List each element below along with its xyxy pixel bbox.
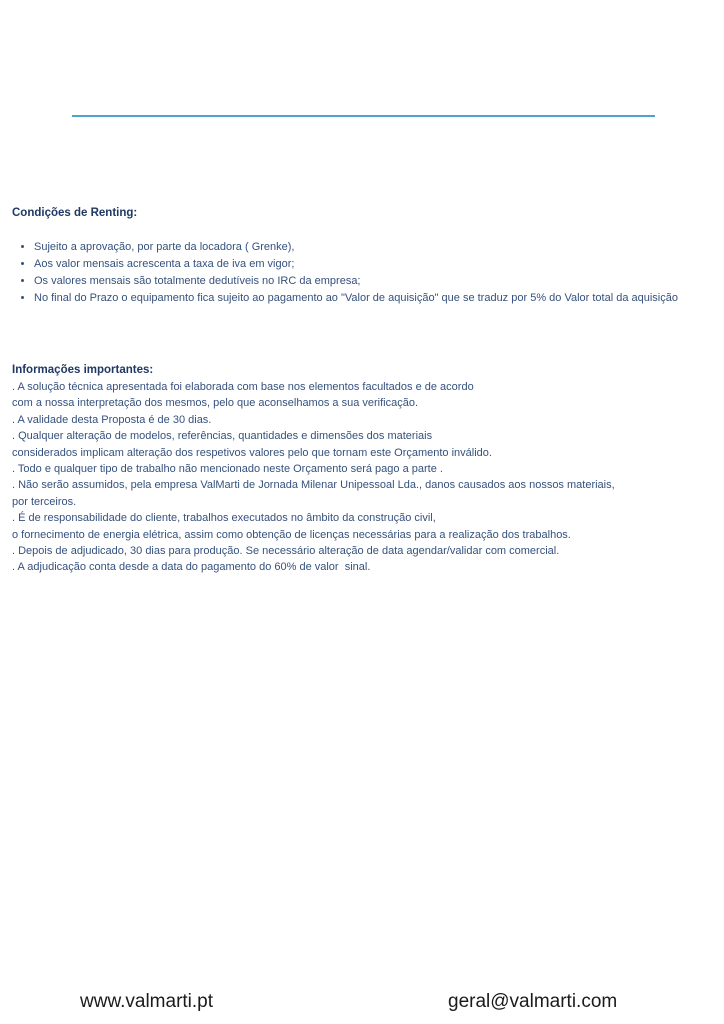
paragraph-line: . A solução técnica apresentada foi elaborada com base nos elementos facultados e de acordo — [12, 381, 474, 393]
important-info-paragraph — [12, 379, 718, 576]
paragraph-line: . Depois de adjudicado, 30 dias para produção. Se necessário alteração de data agendar/validar com comercial. — [12, 545, 560, 558]
paragraph-line: . Todo e qualquer tipo de trabalho não mencionado neste Orçamento será pago a parte . — [12, 463, 443, 476]
list-item: • Aos valor mensais acrescenta a taxa de iva em vigor; — [34, 256, 724, 273]
header-divider-line — [72, 115, 655, 117]
paragraph-line: considerados implicam alteração dos respetivos valores pelo que tornam este Orçamento inválido. — [12, 446, 492, 459]
renting-conditions-heading: Condições de Renting: — [12, 207, 138, 219]
paragraph-line: com a nossa interpretação dos mesmos, pelo que aconselhamos a sua verificação. — [12, 397, 418, 410]
paragraph-line: o fornecimento de energia elétrica, assim como obtenção de licenças necessárias para a realização dos trabalhos. — [12, 528, 571, 541]
renting-conditions-list — [16, 239, 724, 307]
paragraph-line: por terceiros. — [12, 495, 77, 508]
paragraph-line: . A adjudicação conta desde a data do pagamento do 60% de valor sinal. — [12, 561, 371, 574]
important-info-heading: Informações importantes: — [12, 364, 154, 376]
paragraph-line: . É de responsabilidade do cliente, trabalhos executados no âmbito da construção civil, — [12, 512, 436, 525]
list-item: • Os valores mensais são totalmente dedutíveis no IRC da empresa; — [34, 273, 724, 290]
footer-website: www.valmarti.pt — [80, 991, 214, 1012]
list-item: • Sujeito a aprovação, por parte da locadora ( Grenke), — [34, 239, 724, 256]
paragraph-line: . Não serão assumidos, pela empresa ValMarti de Jornada Milenar Unipessoal Lda., danos causados aos nossos materiais, — [12, 479, 615, 492]
paragraph-line: . Qualquer alteração de modelos, referências, quantidades e dimensões dos materiais — [12, 430, 433, 443]
paragraph-line: . A validade desta Proposta é de 30 dias. — [12, 413, 212, 426]
list-item: • No final do Prazo o equipamento fica sujeito ao pagamento ao "Valor de aquisição" que se traduz por 5% do Valor total da aquisição — [34, 290, 724, 307]
footer-email: geral@valmarti.com — [448, 991, 618, 1012]
